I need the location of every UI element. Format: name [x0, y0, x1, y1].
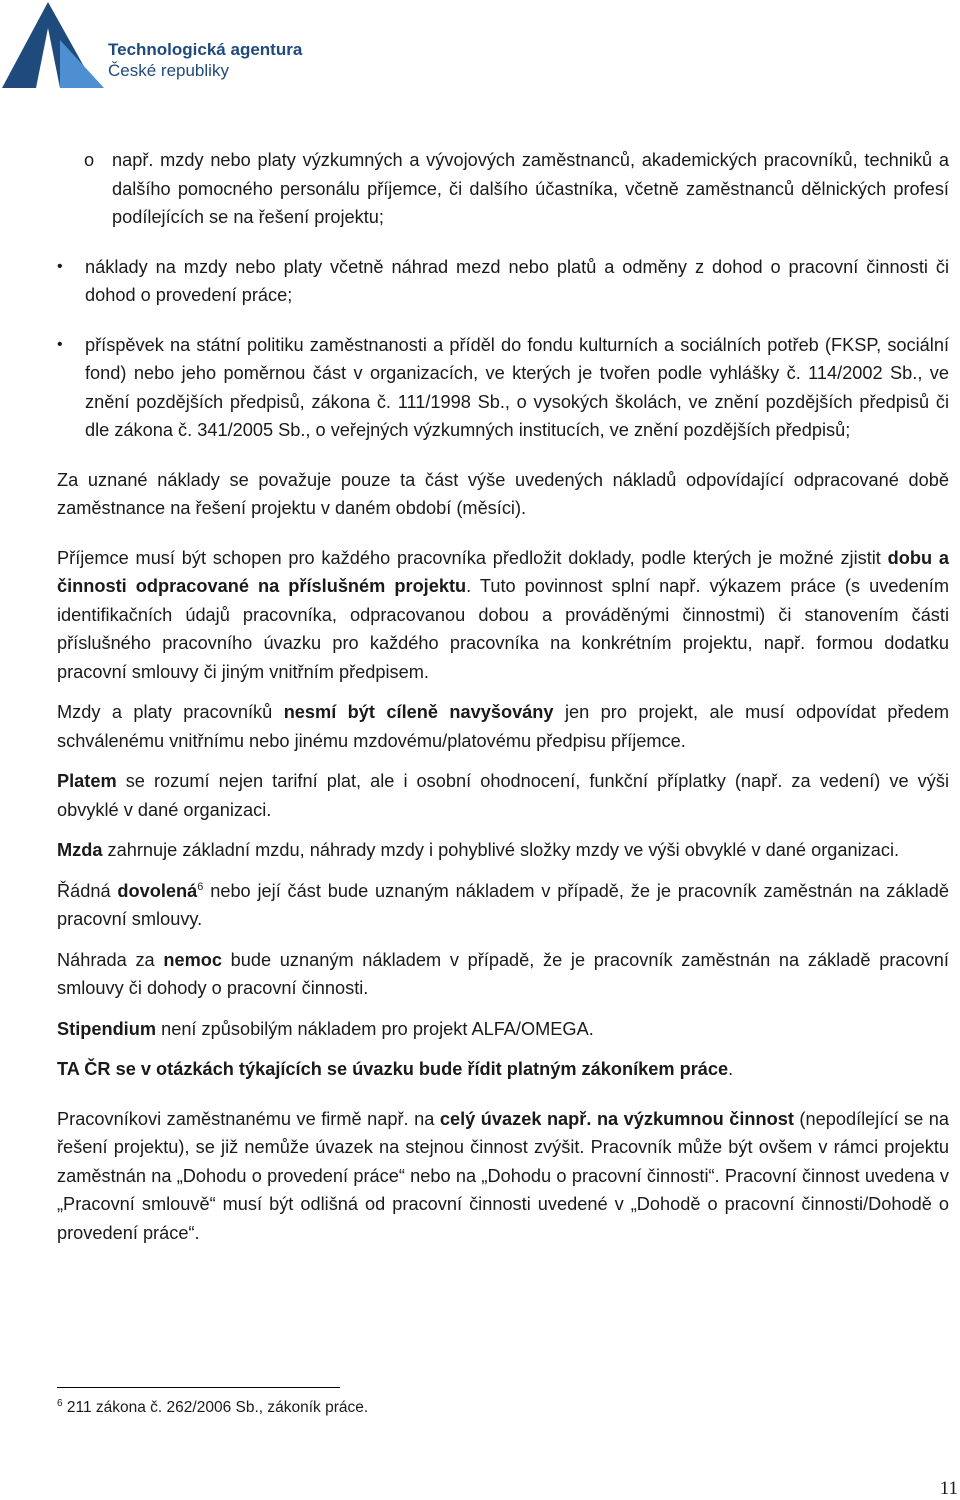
- circle-bullet-icon: o: [84, 150, 95, 170]
- footnote-separator: [57, 1387, 340, 1388]
- emphasis-text: celý úvazek např.: [439, 1108, 592, 1129]
- paragraph-vacation: Řádná dovolená$^6$ nebo její část bude uznaným nákladem v případě, že je pracovník zaměstnán na základě pracovní smlouvy.: [57, 880, 949, 929]
- paragraph-sick-leave: Náhrada za nemoc bude uznaným nákladem v případě, že je pracovník zaměstnán na základě pracovní smlouvy či dohody o pracovní činnosti.: [57, 949, 949, 998]
- sub-list-item-text: např. mzdy nebo platy výzkumných a vývojových zaměstnanců, akademických pracovníků, techniků a dalšího pomocného personálu příjemce, či dalšího účastníka, včetně zaměstnanců dělnických profesí podílejících se na řešení projektu;: [112, 150, 949, 227]
- bullet-item: [57, 331, 949, 445]
- footnote-number: 6: [57, 1398, 63, 1409]
- emphasis-text: nesmí být cíleně navyšovány: [283, 702, 554, 722]
- document-body: [57, 146, 949, 1247]
- paragraph-salary-definition: Platem se rozumí nejen tarifní plat, ale i osobní ohodnocení, funkční příplatky (např. za vedení) ve výši obvyklé v dané organizaci.: [57, 771, 949, 820]
- paragraph-labour-code: TA ČR se v otázkách týkajících se úvazku bude řídit platným zákoníkem práce.: [57, 1059, 734, 1079]
- emphasis-text: Platem: [57, 771, 117, 791]
- emphasis-text: dovolená: [117, 880, 198, 901]
- sub-list-item: [57, 146, 949, 232]
- paragraph-full-time: Pracovníkovi zaměstnanému ve firmě např. na celý úvazek např. na výzkumnou činnost (nepodílející se na řešení projektu), se již nemůže úvazek na stejnou činnost zvýšit. Pracovník může být ovšem v rámci projektu zaměstnán na „Dohodu o provedení práce“ nebo na „Dohodu o pracovní činnosti“. Pracovní činnost uvedena v „Pracovní smlouvě“ musí být odlišná od pracovní činnosti uvedené v „Dohodě o pracovní činnosti/Dohodě o provedení práce“.: [57, 1108, 949, 1243]
- footnote-reference: 6: [197, 880, 204, 893]
- footnote: [57, 1398, 368, 1418]
- paragraph-stipend: Stipendium není způsobilým nákladem pro projekt ALFA/OMEGA.: [57, 1018, 594, 1039]
- paragraph-documentation: Příjemce musí být schopen pro každého pracovníka předložit doklady, podle kterých je možné zjistit dobu a činnosti odpracované na příslušném projektu. Tuto povinnost splní např. výkazem práce (s uvedením identifikačních údajů pracovníka, odpracovanou dobou a prováděnými činnostmi) či stanovením části příslušného pracovního úvazku pro každého pracovníka na konkrétním projektu, např. formou dodatku pracovní smlouvy či jiným vnitřním předpisem.: [57, 547, 949, 682]
- emphasis-text: dobu a činnosti odpracované na příslušném projektu: [57, 547, 949, 596]
- emphasis-text: na výzkumnou činnost: [596, 1108, 794, 1129]
- logo-text-line1: Technologická agentura: [108, 40, 303, 59]
- page-number: 11: [939, 1478, 958, 1499]
- emphasis-text: nemoc: [163, 949, 222, 970]
- logo-mark-icon: [0, 0, 110, 92]
- bullet-icon: •: [57, 335, 63, 353]
- emphasis-text: Stipendium: [57, 1018, 157, 1039]
- footnote-text: 211 zákona č. 262/2006 Sb., zákoník práce.: [62, 1399, 369, 1416]
- emphasis-text: Mzda: [57, 840, 103, 860]
- bullet-item: [57, 253, 949, 310]
- agency-logo: [0, 0, 320, 92]
- paragraph-eligible-costs: Za uznané náklady se považuje pouze ta část výše uvedených nákladů odpovídající odpracované době zaměstnance na řešení projektu v daném období (měsíci).: [57, 469, 949, 518]
- paragraph-wage-increase: Mzdy a platy pracovníků nesmí být cíleně navyšovány jen pro projekt, ale musí odpovídat předem schválenému vnitřnímu nebo jinému mzdovému/platovému předpisu příjemce.: [57, 702, 949, 751]
- logo-text-line2: České republiky: [108, 61, 229, 80]
- bullet-item-text: příspěvek na státní politiku zaměstnanosti a příděl do fondu kulturních a sociálních potřeb (FKSP, sociální fond) nebo jeho poměrnou část v organizacích, ve kterých je tvořen podle vyhlášky č. 114/2002 Sb., ve znění pozdějších předpisů, zákona č. 111/1998 Sb., o vysokých školách, ve znění pozdějších předpisů či dle zákona č. 341/2005 Sb., o veřejných výzkumných institucích, ve znění pozdějších předpisů;: [85, 334, 949, 440]
- bullet-icon: •: [57, 257, 63, 275]
- paragraph-wage-definition: Mzda zahrnuje základní mzdu, náhrady mzdy i pohyblivé složky mzdy ve výši obvyklé v dané organizaci.: [57, 840, 900, 860]
- bullet-item-text: náklady na mzdy nebo platy včetně náhrad mezd nebo platů a odměny z dohod o pracovní činnosti či dohod o provedení práce;: [85, 256, 949, 305]
